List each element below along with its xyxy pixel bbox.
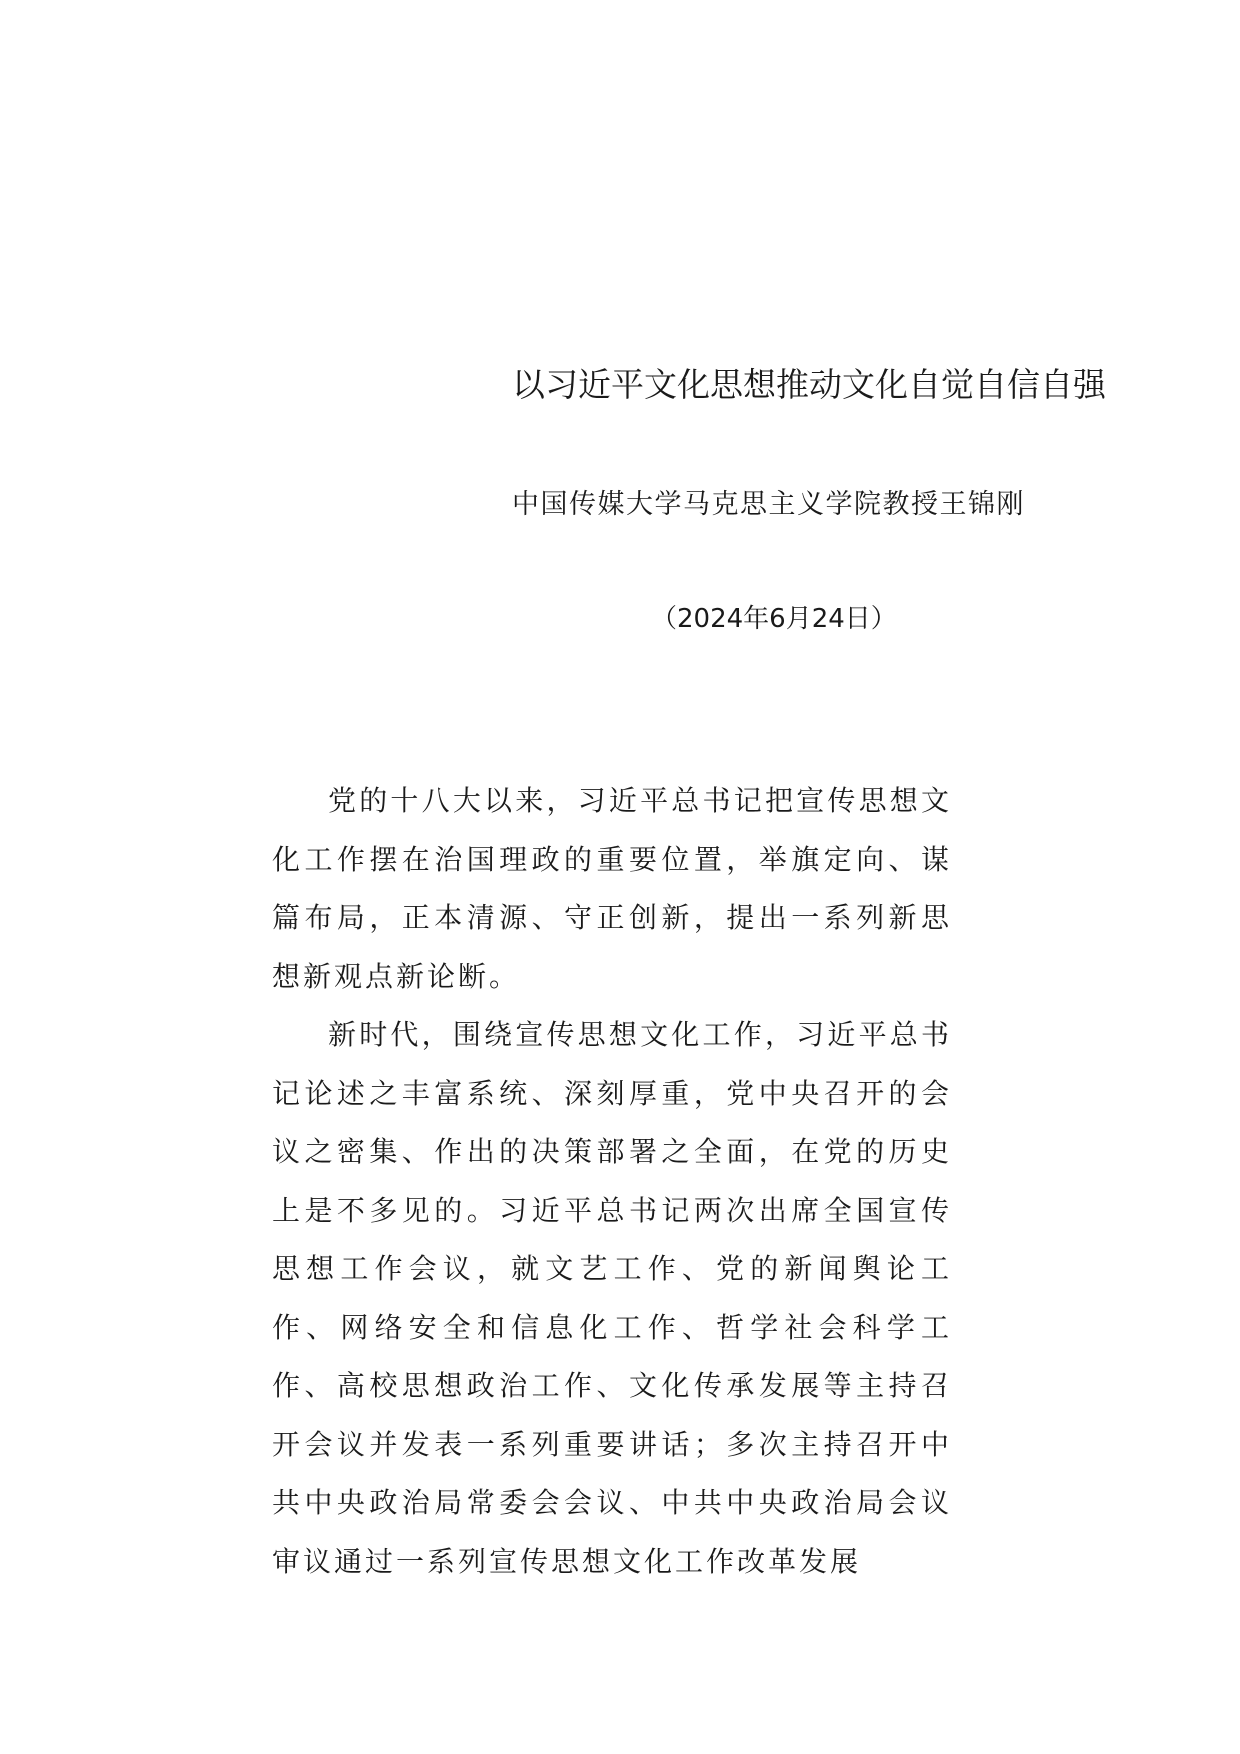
paragraph: 新时代，围绕宣传思想文化工作，习近平总书记论述之丰富系统、深刻厚重，党中央召开的会议之密集、作出的决策部署之全面，在党的历史上是不多见的。习近平总书记两次出席全国宣传思想工作会议，就文艺工作、党的新闻舆论工作、网络安全和信息化工作、哲学社会科学工作、高校思想政治工作、文化传承发展等主持召开会议并发表一系列重要讲话；多次主持召开中共中央政治局常委会会议、中共中央政治局会议审议通过一系列宣传思想文化工作改革发展: [272, 1018, 952, 1578]
article-body: [272, 772, 952, 1591]
publication-date: （2024年6月24日）: [651, 604, 897, 634]
paragraph: 党的十八大以来，习近平总书记把宣传思想文化工作摆在治国理政的重要位置，举旗定向、谋篇布局，正本清源、守正创新，提出一系列新思想新观点新论断。: [272, 784, 952, 993]
document-title: 以习近平文化思想推动文化自觉自信自强: [512, 365, 1106, 404]
author-line: 中国传媒大学马克思主义学院教授王锦刚: [512, 489, 1025, 520]
